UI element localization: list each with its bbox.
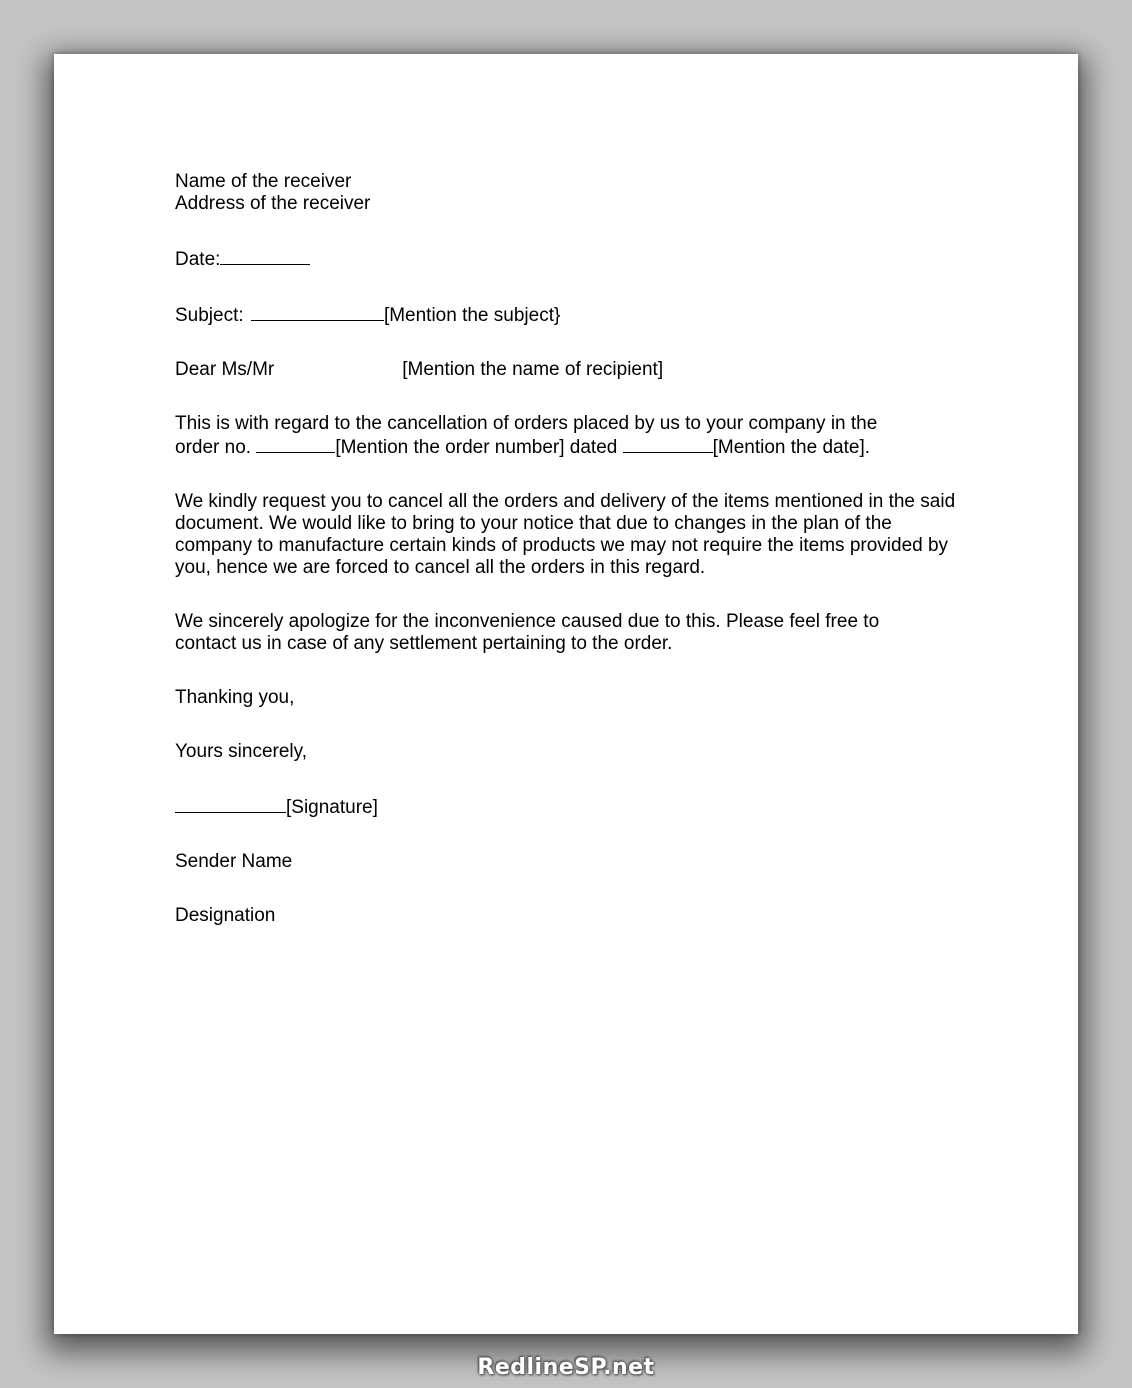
date-label: Date: [175, 249, 221, 270]
salutation-line [175, 359, 975, 381]
closing-thanks: Thanking you, [175, 687, 295, 708]
receiver-name: Name of the receiver [175, 171, 352, 192]
receiver-block [175, 171, 975, 215]
subject-hint: [Mention the subject} [383, 305, 561, 326]
paragraph-1 [175, 413, 975, 459]
signature-hint: [Signature] [286, 797, 378, 818]
letter-page [54, 54, 1078, 1334]
date-blank [220, 247, 310, 265]
subject-label: Subject: [175, 305, 244, 326]
subject-blank [251, 303, 384, 321]
receiver-address: Address of the receiver [175, 193, 371, 214]
paragraph-3: We sincerely apologize for the inconvenience caused due to this. Please feel free to contact us in case of any settlement pertaining to the order. [175, 611, 880, 654]
watermark-text: RedlineSP.net [477, 1355, 655, 1380]
salutation: Dear Ms/Mr [175, 359, 275, 380]
paragraph-1-line-2 [175, 435, 975, 459]
order-number-blank [256, 435, 335, 453]
paragraph-2: We kindly request you to cancel all the orders and delivery of the items mentioned in the said document. We would like to bring to your notice that due to changes in the plan of the company to manufacture certain kinds of products we may not require the items provided by you, hence we are forced to cancel all the orders in this regard. [175, 491, 956, 578]
paragraph-1-line-1: This is with regard to the cancellation of orders placed by us to your company in the [175, 413, 878, 434]
subject-line [175, 303, 975, 327]
sender-name: Sender Name [175, 851, 293, 872]
signature-line [175, 795, 975, 819]
designation: Designation [175, 905, 276, 926]
order-date-hint: [Mention the date]. [712, 437, 871, 458]
signature-blank [175, 795, 286, 813]
order-date-blank [623, 435, 713, 453]
recipient-hint: [Mention the name of recipient] [402, 359, 664, 380]
letter-body [175, 171, 975, 959]
date-line [175, 247, 975, 271]
order-prefix: order no. [175, 437, 252, 458]
order-number-hint: [Mention the order number] dated [335, 437, 618, 458]
closing-sincerely: Yours sincerely, [175, 741, 308, 762]
